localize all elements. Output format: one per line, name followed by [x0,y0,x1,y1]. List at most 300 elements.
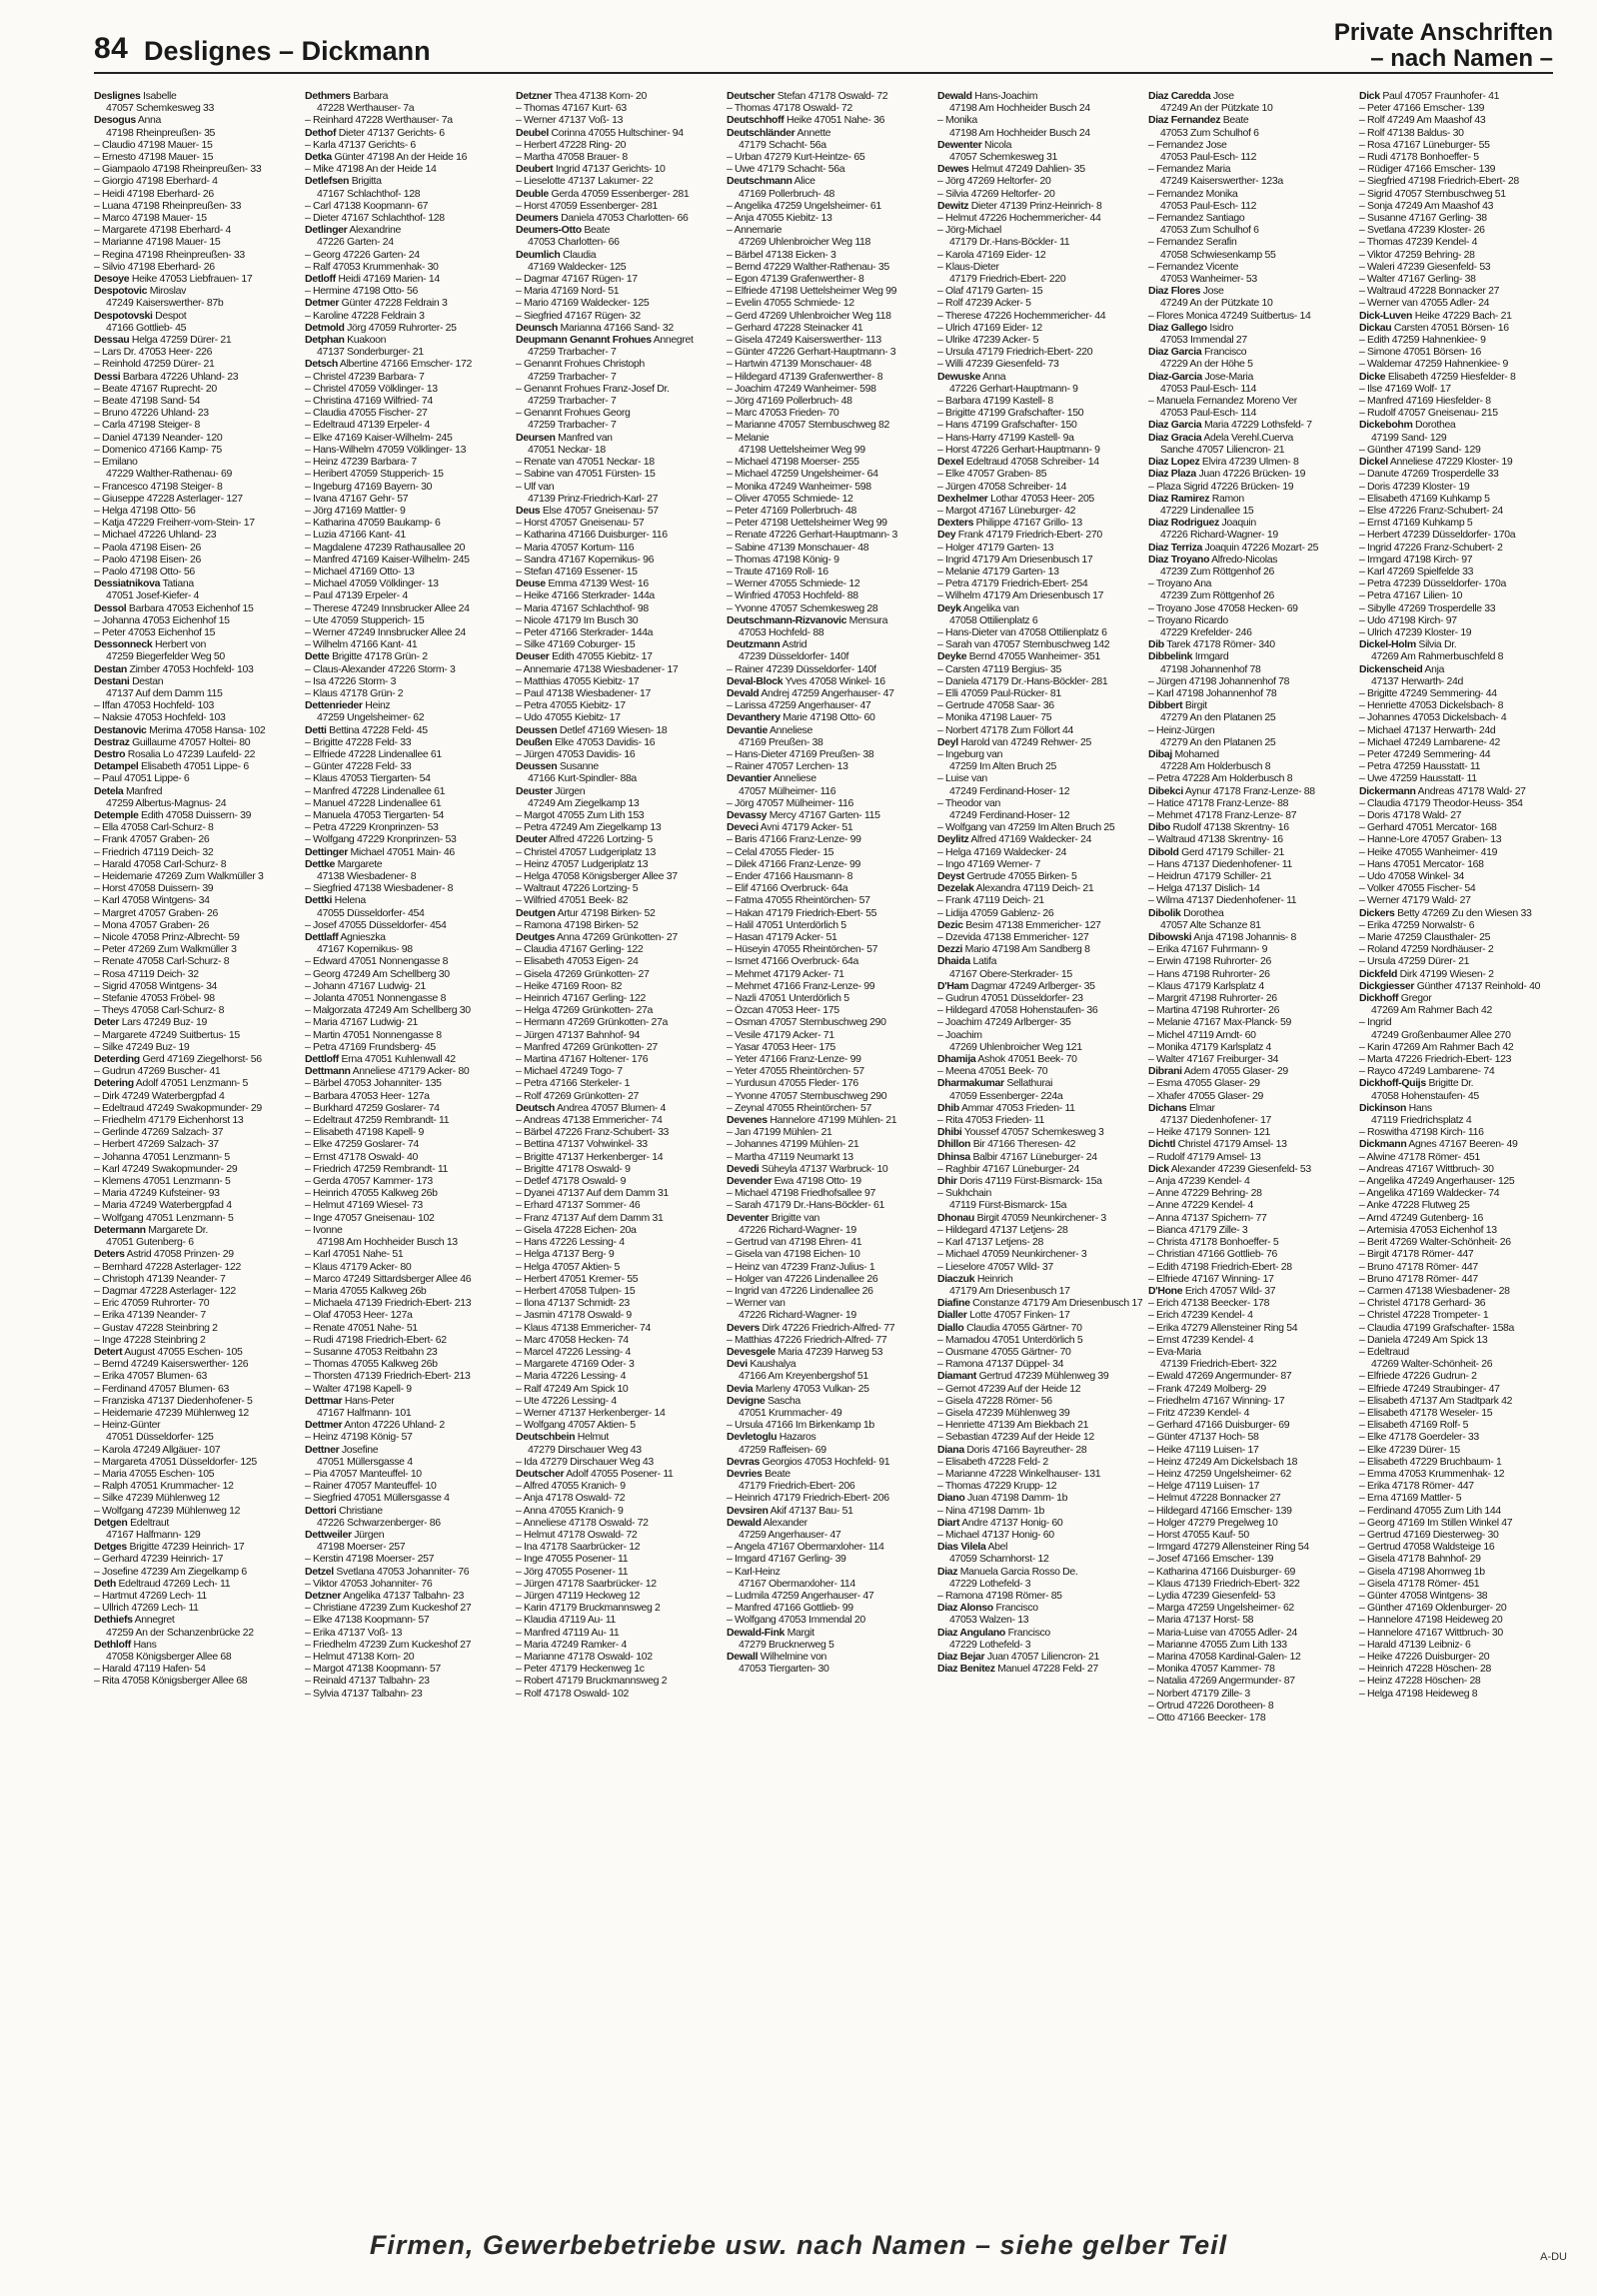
directory-entry [937,90,1142,102]
entry-details: – Holger van 47226 Lindenallee 26 [727,1272,878,1285]
entry-details: 47057 Schemkesweg 33 [106,102,214,115]
entry-details: 47226 Richard-Wagner- 19 [739,1309,856,1322]
entry-details: – Ramona 47198 Römer- 85 [937,1589,1062,1602]
entry-details: Adela Verehl.Cuerva [1203,431,1294,444]
entry-details: – Heinz 47249 Am Dickelsbach 18 [1148,1455,1298,1468]
entry-surname: Dickau [1359,321,1392,334]
directory-entry [516,1383,721,1395]
directory-entry [1359,236,1563,248]
entry-details: – Hildegard 47139 Grafenwerther- 8 [727,370,883,383]
directory-entry [1359,955,1563,967]
entry-details: – Svetlana 47239 Kloster- 26 [1359,224,1485,237]
entry-details: – Luzia 47166 Kant- 41 [305,529,406,542]
entry-details: – Erich 47138 Beecker- 178 [1148,1297,1270,1310]
directory-entry [305,772,510,784]
entry-surname: Deumers [516,212,559,225]
directory-entry [937,1212,1142,1224]
entry-details: – Werner 47055 Schmiede- 12 [727,577,860,590]
entry-details: 47167 Kopernikus- 98 [317,943,413,956]
entry-details: 47249 Ferdinand-Hoser- 12 [949,808,1070,821]
entry-surname: Dickermann [1359,784,1416,797]
directory-entry [305,626,510,638]
directory-entry [516,577,721,589]
directory-entry [94,1590,299,1602]
directory-entry [1359,931,1563,943]
directory-entry [1359,1346,1563,1358]
directory-entry [94,943,299,955]
entry-surname: Detges [94,1541,127,1554]
directory-entry [727,797,931,809]
directory-entry [937,1663,1142,1675]
entry-details: – Olaf 47179 Garten- 15 [937,285,1043,298]
directory-entry [727,224,931,236]
directory-entry [1359,334,1563,346]
entry-details: – Susanne 47167 Gerling- 38 [1359,212,1487,225]
entry-details: – Otto 47166 Beecker- 178 [1148,1712,1266,1724]
directory-entry [1148,724,1353,736]
entry-details: – Karl-Heinz [727,1565,781,1578]
entry-details: Dieter 47139 Prinz-Heinrich- 8 [970,199,1102,212]
entry-details: – Monika 47057 Kammer- 78 [1148,1663,1275,1676]
entry-details: Kuakoon [347,334,387,347]
entry-details: Beate [765,1467,791,1480]
directory-entry [1148,1016,1353,1028]
entry-details: 47137 Auf dem Damm 115 [106,686,223,699]
entry-details: – Werner 47179 Wald- 27 [1359,894,1471,907]
entry-surname: Diaz Angulano [937,1626,1005,1639]
entry-surname: Despotovic [94,285,148,298]
entry-surname: Deyl [937,735,958,748]
directory-entry [1148,1041,1353,1053]
entry-details: – Elke 47178 Goerdeler- 33 [1359,1431,1479,1444]
entry-details: Anton 47226 Uhland- 2 [344,1419,445,1432]
directory-entry [1148,1578,1353,1590]
entry-details: – Helga 47137 Berg- 9 [516,1248,615,1261]
entry-details: – Margot 47138 Koopmann- 57 [305,1663,441,1676]
directory-entry [305,894,510,906]
directory-entry [94,139,299,151]
directory-entry [937,663,1142,675]
entry-surname: Diaz-Garcia [1148,370,1202,383]
entry-details: – Gerhard 47228 Steinacker 41 [727,321,863,334]
entry-details: – Bettina 47137 Vohwinkel- 33 [516,1138,648,1151]
entry-surname: Diaz Garcia [1148,419,1202,432]
directory-entry [305,1053,510,1065]
entry-surname: Dettke [305,857,335,870]
entry-details: – Frank 47119 Deich- 21 [937,894,1044,907]
entry-details: – Bruno 47226 Uhland- 23 [94,407,209,420]
directory-entry [305,358,510,370]
entry-details: Christiane [338,1504,383,1517]
entry-details: Brigitte Dr. [1428,1077,1474,1090]
entry-surname: Dewitz [937,199,969,212]
directory-entry [305,1590,510,1602]
entry-details: – Rolf 47239 Acker- 5 [937,297,1031,310]
entry-details: – Inge 47057 Gneisenau- 102 [305,1211,435,1224]
entry-details: Miroslav [149,285,186,298]
entry-details: – Anne 47229 Behring- 28 [1148,1187,1262,1200]
directory-entry [1148,1566,1353,1578]
entry-details: – Siegfried 47051 Müllersgasse 4 [305,1492,450,1505]
directory-entry [1359,1456,1563,1468]
entry-details: – Artemisia 47053 Eichenhof 13 [1359,1223,1497,1236]
entry-details: – Marcel 47226 Lessing- 4 [516,1345,631,1358]
entry-details: – Ella 47058 Carl-Schurz- 8 [94,821,214,834]
entry-surname: Dewald-Fink [727,1626,785,1639]
directory-entry [727,163,931,175]
directory-entry [937,1395,1142,1407]
entry-details: – Margrit 47198 Ruhrorter- 26 [1148,992,1277,1005]
directory-entry [727,1187,931,1199]
entry-surname: Diaz Benitez [937,1663,995,1676]
entry-details: – Martina 47167 Holtener- 176 [516,1053,649,1066]
entry-details: – Manfred 47166 Gottlieb- 99 [727,1602,853,1615]
entry-surname: Detlefsen [305,175,350,188]
entry-details: 47228 Am Holderbusch 8 [1160,760,1271,773]
entry-details: – Inge 47228 Steinbring 2 [94,1333,206,1346]
entry-surname: Dexel [937,456,964,469]
directory-entry [937,797,1142,809]
entry-details: – Wolfgang van 47259 Im Alten Bruch 25 [937,821,1115,834]
directory-entry [1148,821,1353,833]
directory-entry [305,1407,510,1419]
directory-entry [727,760,931,772]
entry-surname: Deubert [516,163,554,176]
entry-surname: Dettori [305,1504,337,1517]
directory-entry [937,1529,1142,1541]
directory-entry [727,907,931,919]
directory-entry [1148,638,1353,650]
entry-surname: Detering [94,1077,134,1090]
directory-entry [1148,346,1353,358]
directory-entry [516,1590,721,1602]
directory-entry [94,1138,299,1150]
entry-surname: Dibbert [1148,699,1183,712]
entry-details: 47058 Königsberger Allee 68 [106,1651,232,1663]
entry-details: – Petra 47169 Frundsberg- 45 [305,1040,436,1053]
entry-details: Daniela 47053 Charlotten- 66 [561,212,689,225]
entry-details: – Jürgen 47137 Bahnhof- 94 [516,1028,641,1041]
entry-details: – Ismet 47166 Overbruck- 64a [727,955,859,968]
directory-entry [937,1053,1142,1065]
directory-entry [1148,432,1353,444]
directory-entry [727,1505,931,1517]
directory-entry [305,809,510,821]
entry-details: – Meena 47051 Beek- 70 [937,1065,1048,1078]
entry-surname: Diaz Ramirez [1148,492,1210,505]
directory-entry [937,736,1142,748]
directory-entry [1359,1480,1563,1492]
directory-entry [1359,1383,1563,1395]
directory-entry [1359,772,1563,784]
entry-surname: Diamant [937,1370,976,1383]
directory-entry [1148,1480,1353,1492]
directory-entry [937,1346,1142,1358]
directory-entry [1148,968,1353,980]
entry-surname: Detsch [305,358,338,371]
entry-surname: Destani [94,674,130,687]
entry-details: 47051 Krummacher- 49 [739,1406,842,1419]
entry-details: – Urban 47279 Kurt-Heintze- 65 [727,151,865,164]
directory-entry [727,1151,931,1163]
entry-details: – Helmut 47169 Wiesel- 73 [305,1199,423,1212]
entry-details: – Friedrich 47119 Deich- 32 [94,845,214,858]
directory-entry [1148,261,1353,273]
directory-entry [516,1261,721,1273]
entry-details: – Wolfgang 47229 Kronprinzen- 53 [305,833,457,846]
directory-entry [1359,383,1563,395]
entry-details: 47051 Düsseldorfer- 125 [106,1431,214,1444]
entry-details: Anja [1424,662,1445,675]
entry-details: – Peter 47169 Pollerbruch- 48 [727,504,856,517]
directory-entry [937,589,1142,601]
directory-entry [305,127,510,139]
directory-entry [516,1529,721,1541]
directory-entry [1359,444,1563,456]
entry-surname: Dibowski [1148,931,1192,944]
entry-surname: Dibolik [1148,906,1181,919]
directory-entry [1148,663,1353,675]
entry-details: 47269 Uhlenbroicher Weg 121 [949,1040,1082,1053]
entry-surname: Devedi [727,1162,760,1175]
directory-entry [305,1468,510,1480]
directory-entry [1359,870,1563,882]
entry-details: – Joachim 47249 Arlberger- 35 [937,1016,1071,1029]
entry-details: – Bärbel 47053 Johanniter- 135 [305,1077,442,1090]
entry-details: – Michael 47059 Völklinger- 13 [305,577,439,590]
directory-entry [937,188,1142,200]
entry-details: – Gerlinde 47269 Salzach- 37 [94,1126,224,1139]
directory-entry [937,1334,1142,1346]
entry-details: – Christina 47169 Wilfried- 74 [305,395,433,408]
directory-entry [516,444,721,456]
entry-details: – Renate 47226 Gerhart-Hauptmann- 3 [727,529,898,542]
entry-details: – Elisabeth 47169 Kuhkamp 5 [1359,492,1490,505]
entry-surname: Devletoglu [727,1431,778,1444]
entry-details: – Herbert 47051 Kremer- 55 [516,1272,639,1285]
entry-surname: Dey [937,529,956,542]
directory-entry [1359,395,1563,407]
directory-entry [516,285,721,297]
entry-details: – Fatma 47055 Rheintörchen- 57 [727,894,870,907]
entry-details: – Marga 47259 Ungelsheimer- 62 [1148,1602,1294,1615]
directory-entry [937,1114,1142,1126]
entry-details: – Petra 47166 Sterkeler- 1 [516,1077,631,1090]
entry-details: – Sukhchain [937,1187,991,1200]
footer-banner: Firmen, Gewerbebetriebe usw. nach Namen – siehe gelber Teil [369,2230,1228,2260]
entry-surname: Deutschhoff [727,114,785,127]
directory-entry [1359,846,1563,858]
directory-entry [937,785,1142,797]
entry-surname: Deval-Block [727,674,784,687]
directory-entry [516,383,721,395]
directory-entry [1359,432,1563,444]
entry-details: 47179 Dr.-Hans-Böckler- 11 [949,236,1070,249]
directory-entry [1148,931,1353,943]
directory-entry [94,785,299,797]
directory-entry [937,249,1142,261]
directory-entry [937,1285,1142,1297]
entry-details: – Hans-Dieter van 47058 Ottilienplatz 6 [937,625,1107,638]
directory-entry [94,663,299,675]
entry-details: – Mamadou 47051 Unterdörlich 5 [937,1333,1083,1346]
entry-details: – Sibylle 47269 Trosperdelle 33 [1359,601,1496,614]
directory-entry [1148,1675,1353,1687]
directory-entry [1148,577,1353,589]
entry-details: Annegret [134,1614,175,1627]
entry-details: Astrid [782,638,807,651]
directory-entry [1359,542,1563,554]
entry-details: – Joachim 47249 Wanheimer- 598 [727,382,876,395]
directory-entry [516,493,721,505]
entry-details: – Sandra 47167 Kopernikus- 96 [516,553,655,566]
entry-details: Mensura [848,613,888,626]
entry-details: 47259 Raffeisen- 69 [739,1443,826,1456]
entry-details: – Erika 47139 Neander- 7 [94,1309,206,1322]
directory-entry [727,1297,931,1309]
directory-entry [94,1407,299,1419]
entry-surname: Devanthery [727,711,781,724]
directory-entry [305,589,510,601]
directory-entry [516,1675,721,1687]
entry-details: – Anja 47178 Oswald- 72 [516,1492,626,1505]
entry-details: – Heinz 47259 Ungelsheimer- 62 [1148,1467,1292,1480]
directory-entry [937,1456,1142,1468]
entry-details: – Christa 47178 Bonhoeffer- 5 [1148,1236,1279,1249]
entry-details: – Ingo 47169 Werner- 7 [937,857,1041,870]
directory-entry [94,748,299,760]
directory-entry [727,1395,931,1407]
directory-entry [305,1126,510,1138]
directory-entry [1359,1358,1563,1370]
directory-entry [1148,285,1353,297]
entry-details: – Daniel 47139 Neander- 120 [94,431,223,444]
entry-details: – Alfred 47055 Kranich- 9 [516,1480,626,1493]
directory-entry [727,358,931,370]
entry-details: – Thomas 47055 Kalkweg 26b [305,1358,438,1371]
entry-details: – Bruno 47178 Römer- 447 [1359,1272,1478,1285]
entry-details: Lotte 47057 Finken- 17 [969,1309,1070,1322]
entry-details: 47059 Scharnhorst- 12 [949,1553,1049,1566]
directory-entry [94,1297,299,1309]
entry-details: 47239 Zum Röttgenhof 26 [1160,589,1274,602]
entry-surname: Diaz Fernandez [1148,114,1221,127]
directory-entry [305,1114,510,1126]
directory-entry [516,724,721,736]
entry-details: – Manuel 47228 Lindenallee 61 [305,796,442,809]
directory-entry [94,614,299,626]
directory-entry [94,505,299,517]
directory-entry [727,1590,931,1602]
directory-entry [94,1053,299,1065]
directory-entry [937,127,1142,139]
entry-details: – Yurdusun 47055 Fleder- 176 [727,1077,858,1090]
directory-entry [1148,907,1353,919]
entry-details: – Christoph 47139 Neander- 7 [94,1272,226,1285]
entry-details: 47279 An den Platanen 25 [1160,735,1276,748]
entry-details: – Ullrich 47269 Lech- 11 [94,1602,199,1615]
directory-entry [516,529,721,541]
entry-details: – Marc 47053 Frieden- 70 [727,407,839,420]
entry-details: – Paola 47198 Eisen- 26 [94,541,201,554]
directory-entry [1148,1553,1353,1565]
section-title-line1: Private Anschriften [1333,19,1553,46]
entry-details: – Ingeburg van [937,747,1003,760]
entry-details: – Melanie 47179 Garten- 13 [937,565,1059,577]
entry-details: – Ousmane 47055 Gärtner- 70 [937,1345,1071,1358]
entry-details: – Horst 47226 Gerhart-Hauptmann- 9 [937,443,1100,456]
entry-surname: Deutschmann [727,175,793,188]
directory-entry [727,1004,931,1016]
entry-details: – Frank 47249 Molberg- 29 [1148,1382,1266,1395]
entry-surname: Dezic [937,918,963,931]
directory-entry [1359,1627,1563,1639]
directory-entry [305,395,510,407]
entry-details: – Bernd 47249 Kaiserswerther- 126 [94,1358,249,1371]
directory-entry [727,444,931,456]
directory-entry [94,151,299,163]
entry-details: – Thorsten 47139 Friedrich-Ebert- 213 [305,1370,471,1383]
directory-entry [1359,1566,1563,1578]
directory-entry [305,687,510,699]
directory-entry [1148,699,1353,711]
entry-surname: Devsiren [727,1504,769,1517]
directory-entry [1359,821,1563,833]
directory-entry [727,1627,931,1639]
directory-entry [94,1505,299,1517]
entry-details: – Elfriede 47249 Straubinger- 47 [1359,1382,1500,1395]
entry-details: – Jörg-Michael [937,224,1001,237]
directory-entry [1359,602,1563,614]
directory-entry [305,1212,510,1224]
directory-column [94,90,299,2168]
entry-surname: Dewald [727,1516,762,1529]
entry-details: Mario 47198 Am Sandberg 8 [964,943,1090,956]
entry-details: – Heike 47169 Roon- 82 [516,979,623,992]
directory-entry [305,955,510,967]
entry-surname: Detzner [305,1589,342,1602]
directory-entry [516,1114,721,1126]
directory-entry [937,1358,1142,1370]
directory-entry [94,894,299,906]
directory-entry [1359,638,1563,650]
directory-entry [94,1236,299,1248]
entry-details: 47051 Müllersgasse 4 [317,1455,413,1468]
entry-details: – Johann 47167 Ludwig- 21 [305,979,426,992]
directory-entry [937,1517,1142,1529]
entry-details: – Rolf 47178 Oswald- 102 [516,1687,630,1700]
directory-entry [727,858,931,870]
directory-entry [727,261,931,273]
entry-details: Gertrude 47055 Birken- 5 [966,870,1077,882]
entry-details: – Hans-Harry 47199 Kastell- 9a [937,431,1074,444]
entry-details: Ammar 47053 Frieden- 11 [960,1101,1075,1114]
directory-entry [305,785,510,797]
directory-entry [94,1431,299,1443]
entry-details: – Harald 47119 Hafen- 54 [94,1663,206,1676]
directory-entry [305,1138,510,1150]
entry-details: – Maria 47057 Kortum- 116 [516,541,635,554]
directory-entry [94,577,299,589]
directory-entry [937,383,1142,395]
directory-entry [516,699,721,711]
entry-details: – Claudia 47199 Grafschafter- 158a [1359,1321,1515,1334]
entry-details: 47259 An der Schanzenbrücke 22 [106,1626,254,1639]
directory-entry [1148,188,1353,200]
entry-details: – Petra 47249 Am Ziegelkamp 13 [516,821,662,834]
directory-entry [1359,310,1563,322]
entry-details: Edeltraud 47058 Schreiber- 14 [965,456,1099,469]
